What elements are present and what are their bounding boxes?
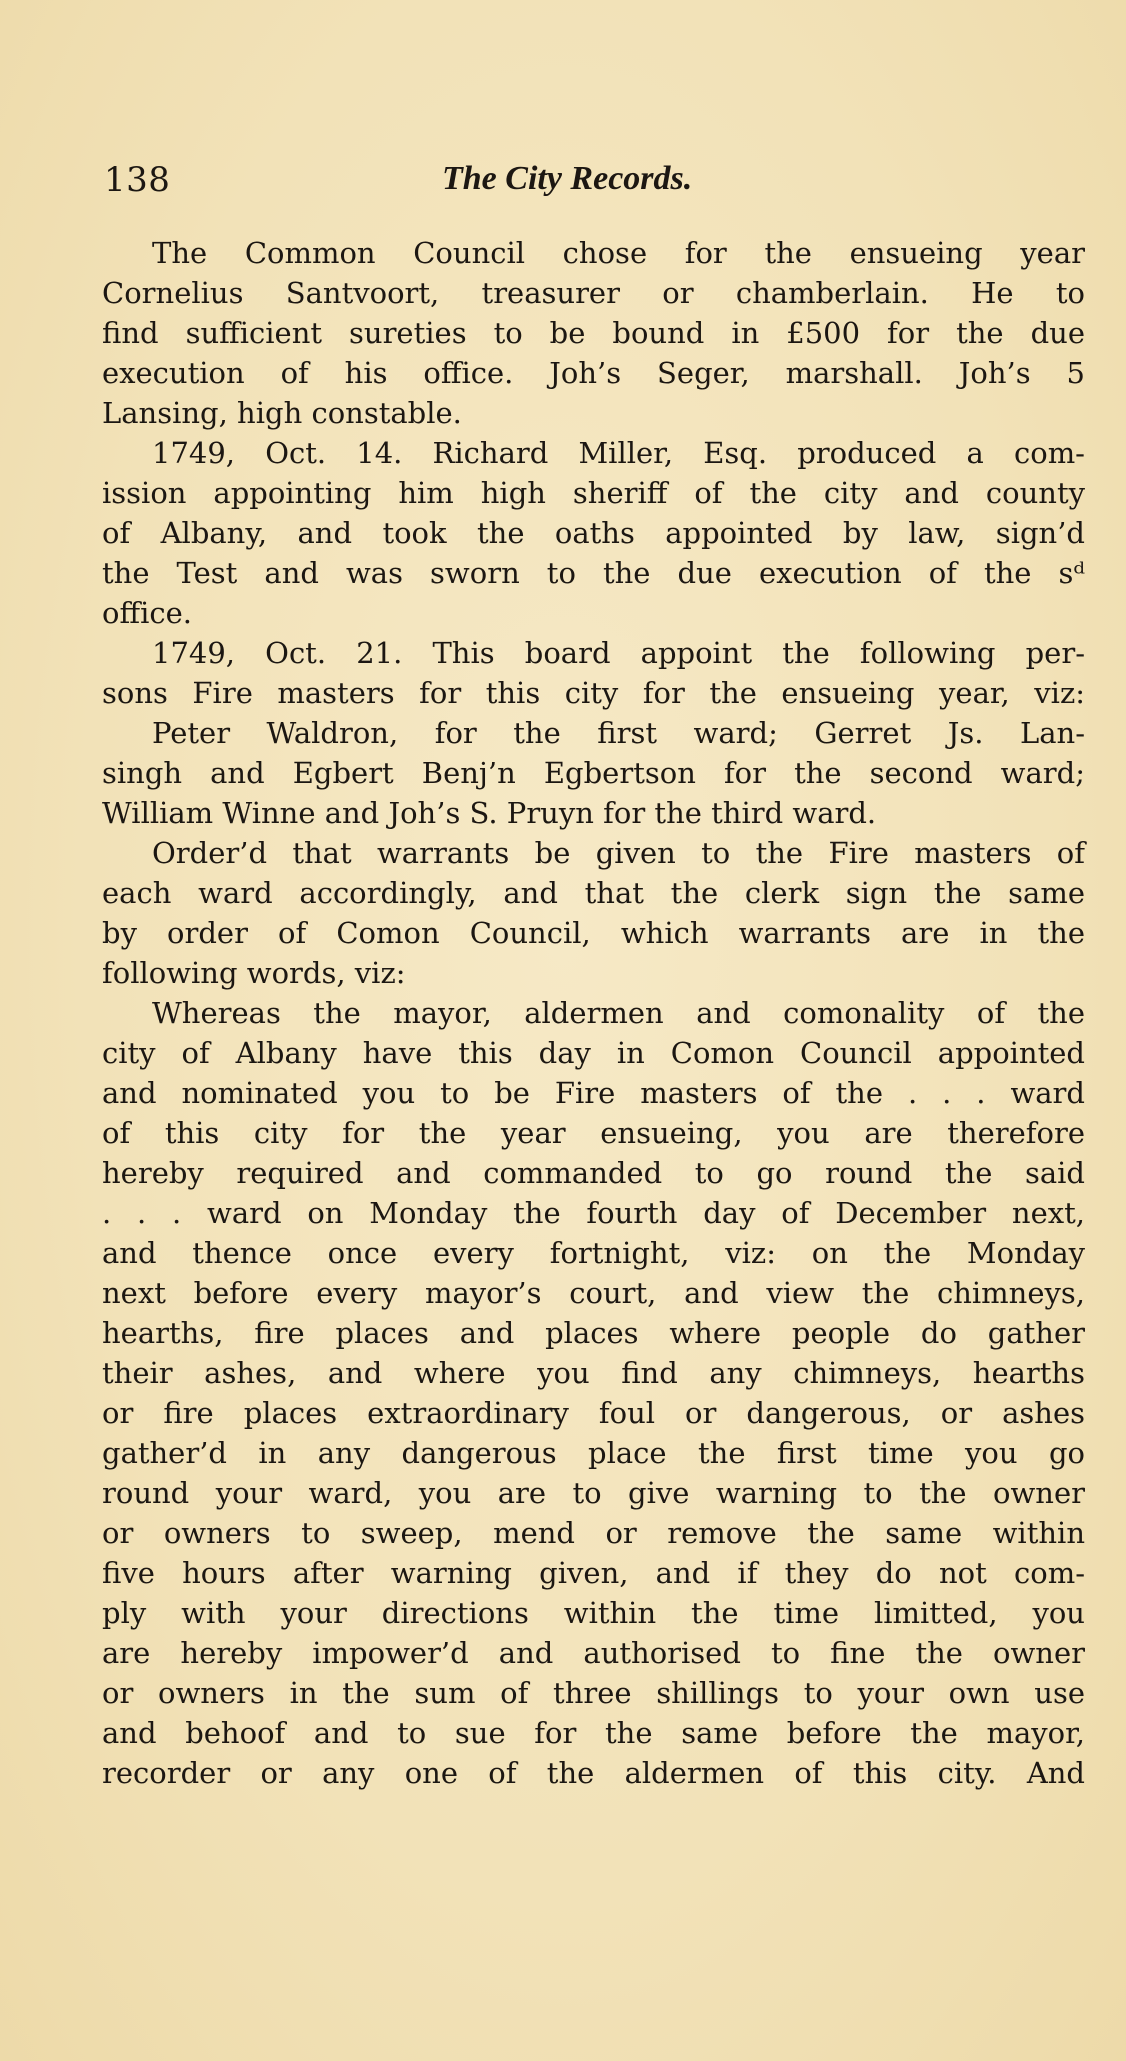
text-line: gather’d in any dangerous place the first time you go (102, 1436, 1085, 1470)
page-header (104, 160, 1084, 210)
text-line: hereby required and commanded to go round the said (102, 1156, 1085, 1190)
text-line: The Common Council chose for the ensueing year (152, 236, 1085, 270)
text-line: hearths, fire places and places where people do gather (102, 1316, 1085, 1350)
text-line: or owners to sweep, mend or remove the same within (102, 1516, 1085, 1550)
page-number: 138 (104, 160, 171, 200)
text-line: office. (102, 596, 192, 630)
text-line: 1749, Oct. 21. This board appoint the following per- (152, 636, 1085, 670)
text-line: Order’d that warrants be given to the Fire masters of (152, 836, 1085, 870)
text-line: city of Albany have this day in Comon Council appointed (102, 1036, 1085, 1070)
text-line: find sufficient sureties to be bound in £500 for the due (102, 316, 1085, 350)
text-line: ission appointing him high sheriff of the city and county (102, 476, 1085, 510)
text-line: . . . ward on Monday the fourth day of December next, (102, 1196, 1085, 1230)
body-text (102, 233, 1085, 1793)
running-title: The City Records. (442, 160, 693, 197)
text-line: round your ward, you are to give warning to the owner (102, 1476, 1085, 1510)
text-line: their ashes, and where you find any chimneys, hearths (102, 1356, 1085, 1390)
text-line: by order of Comon Council, which warrants are in the (102, 916, 1085, 950)
text-line: and behoof and to sue for the same before the mayor, (102, 1716, 1085, 1750)
text-line: and nominated you to be Fire masters of the . . . ward (102, 1076, 1085, 1110)
text-line: or owners in the sum of three shillings to your own use (102, 1676, 1085, 1710)
text-line: recorder or any one of the aldermen of this city. And (102, 1756, 1085, 1790)
text-line: next before every mayor’s court, and view the chimneys, (102, 1276, 1085, 1310)
text-line: of Albany, and took the oaths appointed by law, sign’d (102, 516, 1085, 550)
text-line: and thence once every fortnight, viz: on the Monday (102, 1236, 1085, 1270)
text-line: execution of his office. Joh’s Seger, marshall. Joh’s 5 (102, 356, 1085, 390)
text-line: each ward accordingly, and that the clerk sign the same (102, 876, 1085, 910)
text-line: Peter Waldron, for the first ward; Gerret Js. Lan- (152, 716, 1085, 750)
text-line: 1749, Oct. 14. Richard Miller, Esq. produced a com- (152, 436, 1085, 470)
text-line: or fire places extraordinary foul or dangerous, or ashes (102, 1396, 1085, 1430)
text-line: ply with your directions within the time limitted, you (102, 1596, 1085, 1630)
text-line: William Winne and Joh’s S. Pruyn for the third ward. (102, 796, 877, 830)
text-line: the Test and was sworn to the due execution of the sᵈ (102, 556, 1085, 590)
text-line: singh and Egbert Benj’n Egbertson for the second ward; (102, 756, 1085, 790)
text-line: Lansing, high constable. (102, 396, 462, 430)
text-line: of this city for the year ensueing, you are therefore (102, 1116, 1085, 1150)
text-line: Whereas the mayor, aldermen and comonality of the (152, 996, 1085, 1030)
text-line: are hereby impower’d and authorised to fine the owner (102, 1636, 1085, 1670)
text-line: sons Fire masters for this city for the ensueing year, viz: (102, 676, 1085, 710)
text-line: five hours after warning given, and if they do not com- (102, 1556, 1085, 1590)
text-line: Cornelius Santvoort, treasurer or chamberlain. He to (102, 276, 1085, 310)
text-line: following words, viz: (102, 956, 406, 990)
